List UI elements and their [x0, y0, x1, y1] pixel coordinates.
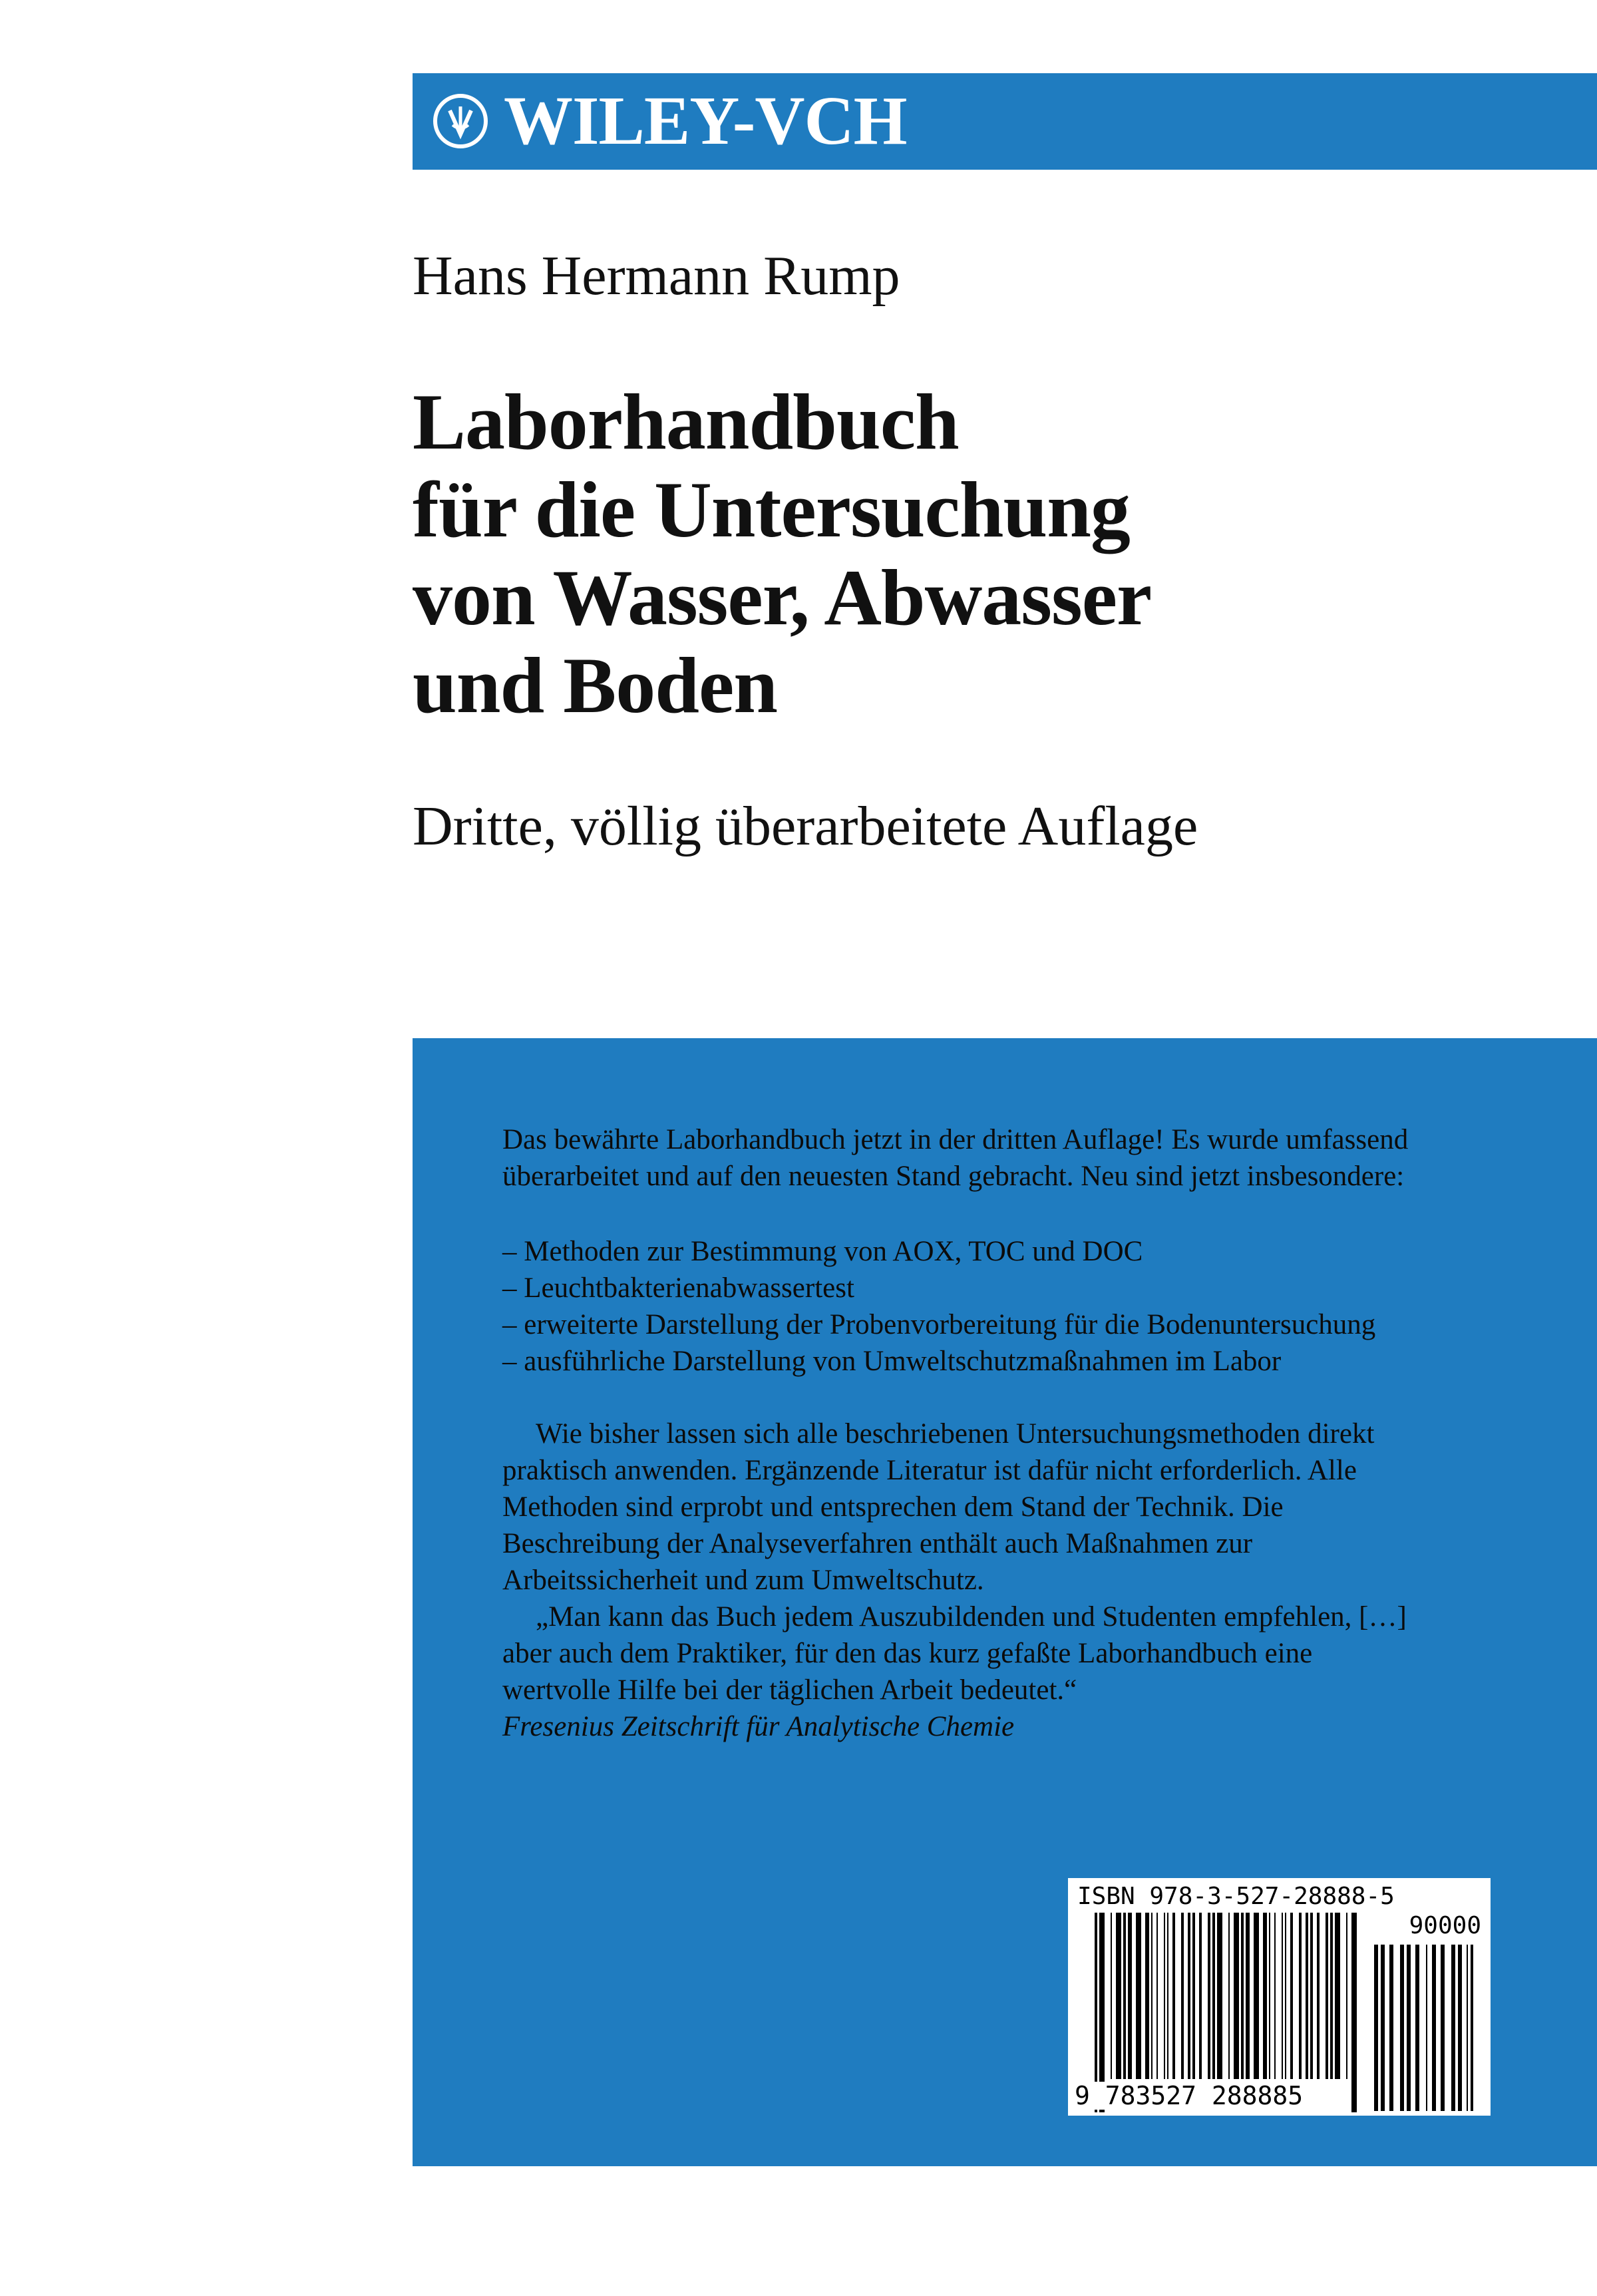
- wiley-seal-icon: [433, 93, 488, 149]
- barcode-stripe: [1451, 1945, 1455, 2111]
- quote-source: Fresenius Zeitschrift für Analytische Chemie: [502, 1711, 1015, 1742]
- book-title-line: für die Untersuchung: [413, 465, 1130, 554]
- feature-list: [502, 1233, 1421, 1380]
- barcode-stripe: [1317, 1913, 1320, 2079]
- barcode-stripe: [1400, 1945, 1404, 2111]
- barcode-stripe: [1151, 1913, 1153, 2079]
- barcode-stripe: [1156, 1913, 1158, 2079]
- blurb-body: Wie bisher lassen sich alle beschriebenen Untersuchungsmethoden direkt praktisch anwenden. Ergänzende Literatur ist dafür nicht erforderlich. Alle Methoden sind erprobt und entsprechen dem Stand der Technik. Die Beschreibung der Analyseverfahren enthält auch Maßnahmen zur Arbeitssicherheit und zum Umweltschutz.: [502, 1418, 1375, 1596]
- barcode-stripe: [1290, 1913, 1293, 2079]
- book-title-line: und Boden: [413, 641, 777, 729]
- blurb-intro: Das bewährte Laborhandbuch jetzt in der dritten Auflage! Es wurde umfassend überarbeitet und auf den neuesten Stand gebracht. Neu sind jetzt insbesondere:: [502, 1124, 1409, 1192]
- review-quote: „Man kann das Buch jedem Auszubildenden und Studenten empfehlen, […] aber auch dem Praktiker, für den das kurz gefaßte Laborhandbuch eine wertvolle Hilfe bei der täglichen Arbeit bedeutet.“: [502, 1601, 1407, 1706]
- blurb-text: [502, 1121, 1421, 1745]
- barcode-stripe: [1254, 1913, 1259, 2079]
- isbn-barcode: [1068, 1878, 1491, 2116]
- barcode-stripe: [1172, 1913, 1175, 2079]
- barcode-stripe: [1346, 1913, 1347, 2079]
- barcode-stripe: [1123, 1913, 1126, 2079]
- barcode-stripe: [1217, 1913, 1222, 2079]
- barcode-stripe: [1128, 1913, 1132, 2079]
- barcode-stripe: [1306, 1913, 1308, 2079]
- barcode-stripe: [1188, 1913, 1190, 2079]
- barcode-stripe: [1282, 1913, 1283, 2079]
- feature-item: – ausführliche Darstellung von Umweltschutzmaßnahmen im Labor: [502, 1346, 1282, 1377]
- barcode-stripe: [1167, 1913, 1168, 2079]
- barcode-stripe: [1458, 1945, 1462, 2111]
- barcode-stripe: [1234, 1913, 1239, 2079]
- barcode-stripe: [1389, 1945, 1393, 2111]
- barcode-stripe: [1136, 1913, 1141, 2079]
- barcode-stripe: [1111, 1913, 1112, 2079]
- barcode-stripe: [1241, 1913, 1244, 2079]
- ean-number: 9 783527 288885: [1075, 2081, 1304, 2110]
- barcode-addon: 90000: [1409, 1912, 1481, 1939]
- barcode-stripe: [1381, 1945, 1385, 2111]
- publisher-band: [413, 73, 1597, 170]
- barcode-stripe: [1274, 1913, 1276, 2079]
- barcode-stripe: [1415, 1945, 1419, 2111]
- barcode-stripe: [1432, 1945, 1436, 2111]
- barcode-stripe: [1164, 1913, 1165, 2079]
- author-name: Hans Hermann Rump: [413, 245, 900, 307]
- barcode-stripe: [1181, 1913, 1184, 2079]
- barcode-stripe: [1335, 1913, 1340, 2079]
- barcode-stripe: [1269, 1913, 1270, 2079]
- book-title: [413, 378, 1151, 729]
- feature-item: – Methoden zur Bestimmung von AOX, TOC und DOC: [502, 1236, 1143, 1267]
- barcode-stripe: [1407, 1945, 1411, 2111]
- barcode-stripe: [1285, 1913, 1286, 2079]
- barcode-stripe: [1192, 1913, 1195, 2079]
- barcode-stripe: [1246, 1913, 1250, 2079]
- feature-item: – erweiterte Darstellung der Probenvorbereitung für die Bodenuntersuchung: [502, 1309, 1376, 1340]
- isbn-label: ISBN 978-3-527-28888-5: [1077, 1883, 1395, 1910]
- barcode-stripe: [1426, 1945, 1427, 2111]
- barcode-stripe: [1351, 1913, 1357, 2112]
- book-title-line: von Wasser, Abwasser: [413, 553, 1152, 642]
- barcode-stripe: [1310, 1913, 1313, 2079]
- barcode-stripe: [1471, 1945, 1473, 2111]
- barcode-stripe: [1326, 1913, 1328, 2079]
- barcode-stripe: [1441, 1945, 1445, 2111]
- barcode-stripe: [1299, 1913, 1302, 2079]
- barcode-stripe: [1199, 1913, 1202, 2079]
- feature-item: – Leuchtbakterienabwassertest: [502, 1272, 854, 1304]
- barcode-stripe: [1145, 1913, 1149, 2079]
- publisher-name: WILEY-VCH: [504, 83, 907, 159]
- barcode-stripe: [1228, 1913, 1230, 2079]
- barcode-stripe: [1330, 1913, 1333, 2079]
- barcode-stripe: [1208, 1913, 1210, 2079]
- barcode-stripe: [1116, 1913, 1121, 2079]
- barcode-stripe: [1212, 1913, 1215, 2079]
- barcode-stripe: [1374, 1945, 1378, 2111]
- book-title-line: Laborhandbuch: [413, 377, 959, 466]
- blurb-panel: [413, 1038, 1597, 2166]
- edition-note: Dritte, völlig überarbeitete Auflage: [413, 795, 1198, 857]
- barcode-stripe: [1263, 1913, 1267, 2079]
- barcode-stripe: [1467, 1945, 1468, 2111]
